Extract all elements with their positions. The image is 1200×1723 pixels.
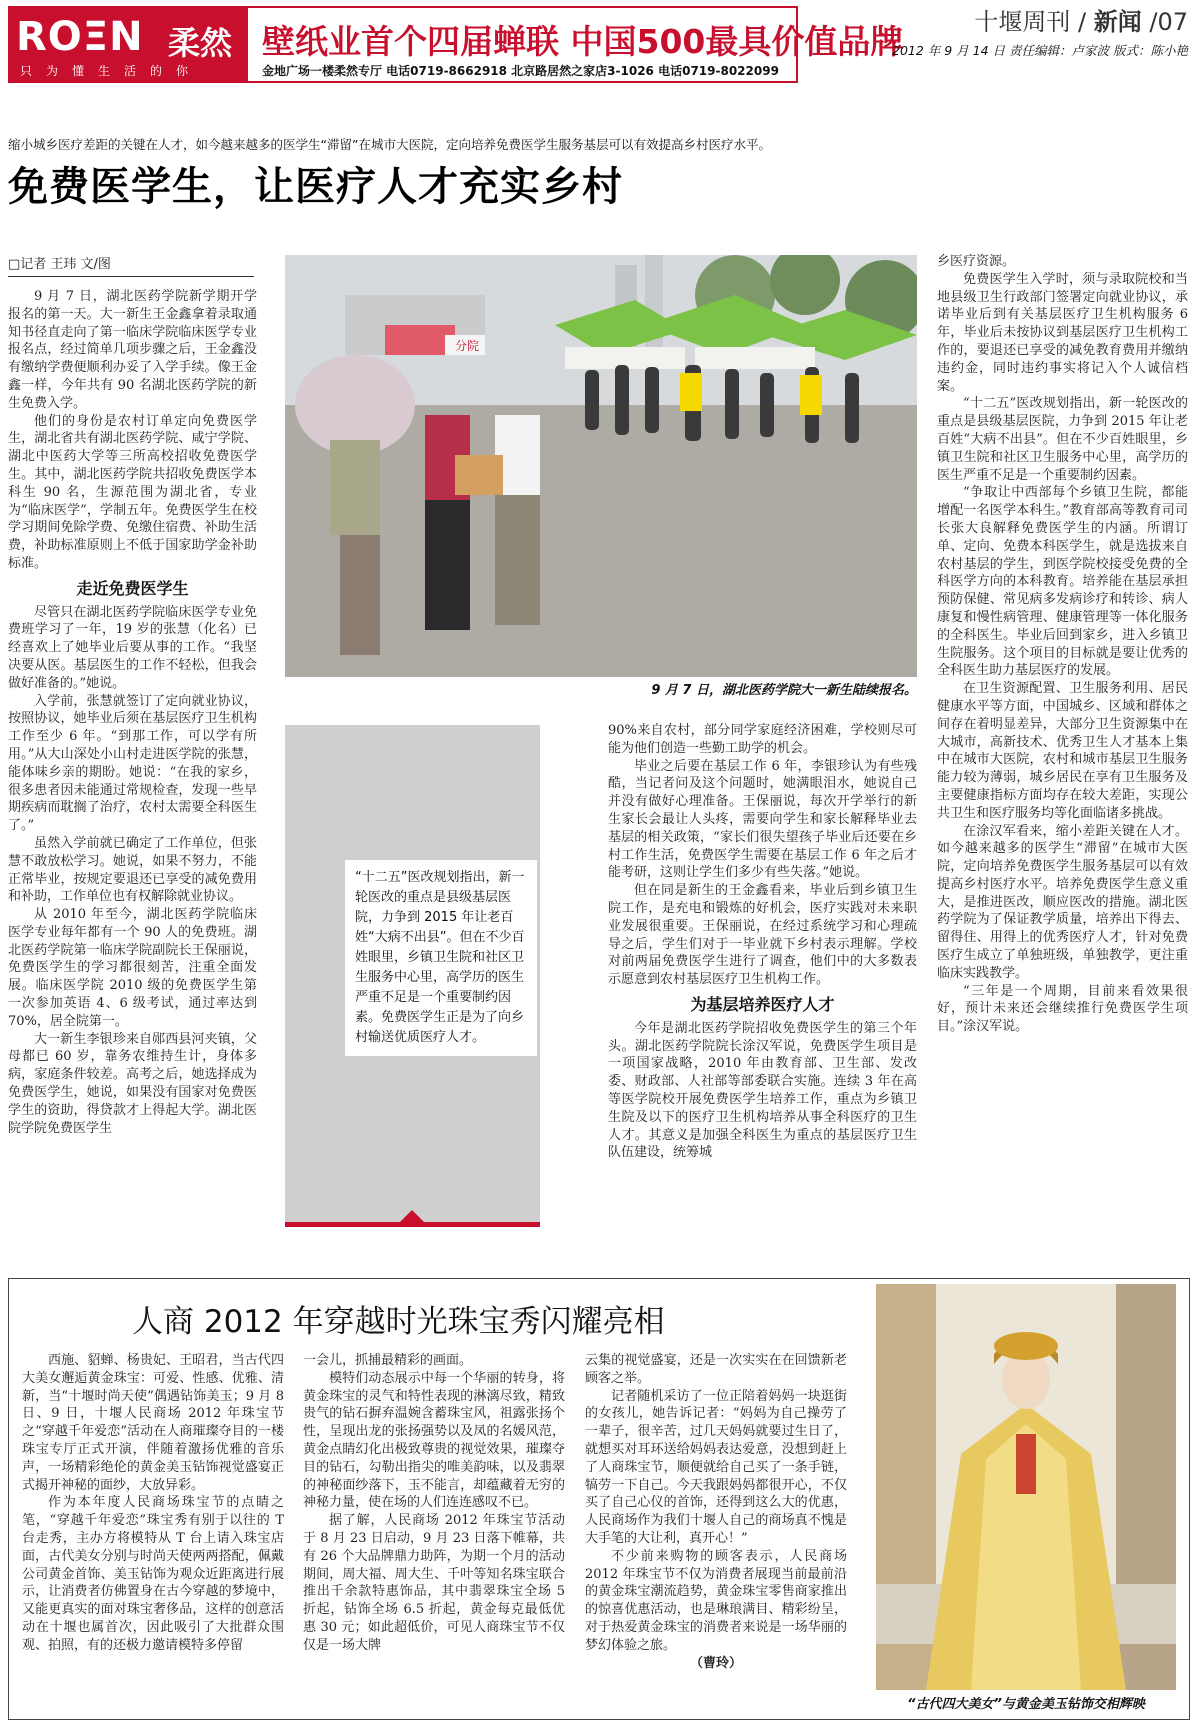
paragraph: 9 月 7 日，湖北医药学院新学期开学报名的第一天。大一新生王金鑫拿着录取通知书径直走向了第一临床学院临床医学专业报名点，经过简单几项步骤之后，王金鑫没有缴纳学费便顺利办妥了入学手续。像王金鑫一样，今年共有 90 名湖北医药学院的新生免费入学。 [8, 289, 257, 411]
article-column-1 [8, 288, 257, 1228]
author-signature: （曹玲） [689, 1655, 742, 1671]
pull-quote-text: “十二五”医改规划指出，新一轮医改的重点是县级基层医院，力争到 2015 年让老百姓“大病不出县”。但在不少百姓眼里，乡镇卫生院和社区卫生服务中心里，高学历的医生严重不足是一个重要制约因素。免费医学生正是为了向乡村输送优质医疗人才。 [345, 860, 537, 1056]
date-editor: 2012 年 9 月 14 日 责任编辑：卢家波 版式：陈小艳 [892, 43, 1188, 58]
ad-banner [8, 6, 904, 83]
section-name: 新闻 [1093, 8, 1142, 36]
paragraph: 在卫生资源配置、卫生服务利用、居民健康水平等方面，中国城乡、区域和群体之间存在着明显差异，大部分卫生资源集中在大城市，高新技术、优秀卫生人才基本上集中在城市大医院，农村和城市基层卫生服务能力较为薄弱，城乡居民在享有卫生服务及主要健康指标方面均存在较大差距，实现公共卫生和医疗服务均等化面临诸多挑战。 [937, 681, 1188, 821]
paragraph: 乡医疗资源。 [937, 254, 1016, 269]
paper-name: 十堰周刊 [974, 8, 1071, 36]
paragraph: 毕业之后要在基层工作 6 年，李银珍认为有些残酷，当记者问及这个问题时，她满眼泪水，她说自己并没有做好心理准备。王保丽说，每次开学举行的新生家长会最让人头疼，需要向学生和家长解释毕业去基层的相关政策，“家长们很失望孩子毕业后还要在乡村工作生活，免费医学生需要在基层工作 6 年之后才能考研，这则让学生们多少有些失落。”她说。 [608, 758, 917, 881]
paragraph: 尽管只在湖北医药学院临床医学专业免费班学习了一年，19 岁的张慧（化名）已经喜欢上了她毕业后要从事的工作。“我坚决要从医。基层医生的工作不轻松，但我会做好准备的。”她说。 [8, 604, 257, 691]
paragraph: 入学前，张慧就签订了定向就业协议，按照协议，她毕业后须在基层医疗卫生机构工作至少 6 年。“到那工作，可以学有所用。”从大山深处小山村走进医学院的张慧，能体味乡亲的期盼。她说：“在我的家乡，很多患者因未能通过常规检查，发现一些早期疾病而耽搁了治疗，农村太需要全科医生了。” [8, 693, 257, 834]
subheading: 为基层培养医疗人才 [690, 994, 835, 1014]
jewelry-show-illustration [876, 1284, 1176, 1690]
masthead [892, 2, 1188, 59]
paragraph: 云集的视觉盛宴，还是一次实实在在回馈新老顾客之举。 [585, 1353, 847, 1386]
article-deck: 缩小城乡医疗差距的关键在人才，如今越来越多的医学生“滞留”在城市大医院，定向培养免费医学生服务基层可以有效提高乡村医疗水平。 [8, 137, 771, 152]
registration-photo [285, 255, 917, 677]
jewelry-show-photo [876, 1284, 1176, 1690]
paragraph: 从 2010 年至今，湖北医药学院临床医学专业每年都有一个 90 人的免费班。湖北医药学院第一临床学院副院长王保丽说，免费医学生的学习都很刻苦，注重全面发展。临床医学院 2010 级的免费医学生第一次参加英语 4、6 级考试，通过率达到 70%，居全院第一。 [8, 907, 257, 1029]
paragraph: 一会儿，抓捕最精彩的画面。 [303, 1353, 473, 1368]
paragraph: “三年是一个周期，目前来看效果很好，预计未来还会继续推行免费医学生项目。”涂汉军说。 [937, 983, 1188, 1035]
registration-photo-caption: 9 月 7 日，湖北医药学院大一新生陆续报名。 [651, 683, 917, 698]
jewelry-column-2 [303, 1352, 565, 1712]
jewelry-article-title: 人商 2012 年穿越时光珠宝秀闪耀亮相 [132, 1304, 665, 1340]
paragraph: 记者随机采访了一位正陪着妈妈一块逛街的女孩儿，她告诉记者：“妈妈为自己操劳了一辈子，很辛苦，过几天妈妈就要过生日了，就想买对耳环送给妈妈表达爱意，没想到赶上了人商珠宝节，顺便就给自己买了一条手链，犒劳一下自己。今天我跟妈妈都很开心，不仅买了自己心仪的首饰，还得到这么大的优惠，人民商场作为我们十堰人自己的商场真不愧是大手笔的大让利，真开心！” [585, 1388, 847, 1546]
tent-sign: 分院 [455, 339, 480, 353]
paragraph: 今年是湖北医药学院招收免费医学生的第三个年头。湖北医药学院院长涂汉军说，免费医学生项目是一项国家战略，2010 年由教育部、卫生部、发改委、财政部、人社部等部委联合实施。连续 3 年在高等医学院校开展免费医学生培养工作，重点为乡镇卫生院及以下的医疗卫生机构培养从事全科医疗的卫生人才。其意义是加强全科医生为重点的基层医疗卫生队伍建设，统筹城 [608, 1020, 917, 1161]
jewelry-photo-caption: “古代四大美女”与黄金美玉钻饰交相辉映 [907, 1697, 1145, 1712]
paragraph: 但在同是新生的王金鑫看来，毕业后到乡镇卫生院工作，是充电和锻炼的好机会，医疗实践对未来职业发展很重要。王保丽说，在经过系统学习和心理疏导之后，学生们对于一毕业就下乡村表示理解。学校对前两届免费医学生进行了调查，他们中的大多数表示愿意到农村基层医疗卫生机构工作。 [608, 883, 917, 988]
masthead-line: 十堰周刊 / 新闻 /07 [974, 8, 1188, 36]
paragraph: 90%来自农村，部分同学家庭经济困难，学校则尽可能为他们创造一些勤工助学的机会。 [608, 723, 917, 756]
pull-quote-triangle [395, 1210, 429, 1227]
paragraph: 西施、貂蝉、杨贵妃、王昭君，当古代四大美女邂逅黄金珠宝：可爱、性感、优雅、清新，当“十堰时尚天使”偶遇钻饰美玉；9 月 8 日、9 日，十堰人民商场 2012 年珠宝节之“穿越千年爱恋”活动在人商璀璨夺目的一楼珠宝专厅正式开演，伴随着激扬优雅的音乐声，一场精彩绝伦的黄金美玉钻饰视觉盛宴正式揭开神秘的面纱，大放异彩。 [22, 1353, 284, 1493]
subheading: 走近免费医学生 [76, 578, 189, 598]
paragraph: 大一新生李银珍来自郧西县河夹镇，父母都已 60 岁，靠务农维持生计，身体多病，家庭条件较差。高考之后，她选择成为免费医学生，她说，如果没有国家对免费医学生的资助，得贷款才上得起大学。湖北医院学院免费医学生 [8, 1031, 257, 1136]
brand-latin: ROΞN [16, 14, 144, 60]
jewelry-column-3 [585, 1352, 847, 1712]
article-column-4 [937, 253, 1188, 1228]
paragraph: 据了解，人民商场 2012 年珠宝节活动于 8 月 23 日启动，9 月 23 日落下帷幕，共有 26 个大品牌鼎力助阵，为期一个月的活动期间，周大福、周大生、千叶等知名珠宝联合推出千余款特惠饰品，其中翡翠珠宝全场 5 折起，钻饰全场 6.5 折起，黄金每克最低优惠 30 元；如此超低价，可见人商珠宝节不仅仅是一场大牌 [303, 1513, 565, 1653]
paragraph: 免费医学生入学时，须与录取院校和当地县级卫生行政部门签署定向就业协议，承诺毕业后到有关基层医疗卫生机构服务 6 年，毕业后未按协议到基层医疗卫生机构工作的，要退还已享受的减免教育费用并缴纳违约金，同时违约事实将记入个人诚信档案。 [937, 271, 1188, 394]
byline: □记者 王玮 文/图 [8, 253, 254, 277]
page-number: /07 [1149, 8, 1188, 36]
paragraph: 不少前来购物的顾客表示，人民商场 2012 年珠宝节不仅为消费者展现当前最前沿的黄金珠宝潮流趋势，黄金珠宝零售商家推出的惊喜优惠活动，也是琳琅满目、精彩纷呈，对于热爱黄金珠宝的消费者来说是一场华丽的梦幻体验之旅。 [585, 1548, 847, 1653]
paragraph: 他们的身份是农村订单定向免费医学生，湖北省共有湖北医药学院、咸宁学院、湖北中医药大学等三所高校招收免费医学生。其中，湖北医药学院共招收免费医学本科生 90 名，生源范围为湖北省，专业为“临床医学”，学制五年。免费医学生在校学习期间免除学费、免缴住宿费、补助生活费，补助标准原则上不低于国家助学金补助标准。 [8, 413, 257, 571]
paragraph: “争取让中西部每个乡镇卫生院，都能增配一名医学本科生。”教育部高等教育司司长张大良解释免费医学生的内涵。所谓订单、定向、免费本科医学生，就是选拔来自农村基层的学生，到医学院校接受免费的全科医学方向的本科教育。培养能在基层承担预防保健、常见病多发病诊疗和转诊、病人康复和慢性病管理、健康管理等一体化服务的全科医生。毕业后回到家乡，进入乡镇卫生院服务。这个项目的目标就是要让优秀的全科医生助力基层医疗的发展。 [937, 485, 1188, 679]
brand-logo-box [10, 8, 248, 81]
registration-photo-illustration [285, 255, 917, 677]
jewelry-column-1 [22, 1352, 284, 1712]
brand-slogan: 只为懂生活的你 [20, 64, 203, 78]
article-title: 免费医学生，让医疗人才充实乡村 [8, 163, 623, 210]
brand-chinese: 柔然 [168, 24, 233, 62]
article-column-3 [608, 722, 917, 1228]
pull-quote-box [285, 725, 540, 1227]
paragraph: 虽然入学前就已确定了工作单位，但张慧不敢放松学习。她说，如果不努力，不能正常毕业，按规定要退还已享受的减免费用和补助，工作单位也有权解除就业协议。 [8, 835, 257, 905]
paragraph: 在涂汉军看来，缩小差距关键在人才。如今越来越多的医学生“滞留”在城市大医院，定向培养免费医学生服务基层可以有效提高乡村医疗水平。培养免费医学生意义重大，是推进医改，顺应医改的措施。湖北医药学院为了保证教学质量，培养出下得去、留得住、用得上的优秀医疗人才，针对免费医疗生成立了单独班级，单独教学，更注重临床实践教学。 [937, 823, 1188, 981]
ad-headline: 壁纸业首个四届蝉联 中国500最具价值品牌 [262, 22, 904, 61]
paragraph: 模特们动态展示中每一个华丽的转身，将黄金珠宝的灵气和特性表现的淋漓尽致，精致贵气的钻石摒弃温婉含蓄珠宝风，祖露张扬个性，呈现出龙的张扬强势以及凤的名媛风范，黄金点睛幻化出极致尊贵的视觉效果，璀璨夺目的钻石，勾勒出指尖的唯美韵味，以及翡翠的神秘面纱落下，玉不能言，却蕴藏着无穷的神秘力量，使在场的人们连连感叹不已。 [303, 1370, 565, 1511]
ad-contact: 金地广场一楼柔然专厅 电话0719-8662918 北京路居然之家店3-1026 电话0719-8022099 [262, 64, 779, 78]
paragraph: 作为本年度人民商场珠宝节的点睛之笔，“穿越千年爱恋”珠宝秀有别于以往的 T 台走秀，主办方将模特从 T 台上请入珠宝店面，古代美女分别与时尚天使两两搭配，佩戴公司黄金首饰、美玉钻饰为观众近距离进行展示，让消费者仿佛置身在古今穿越的梦境中，又能更真实的面对珠宝奢侈品，这样的创意活动在十堰也属首次，因此吸引了大批群众围观、拍照，有的还极力邀请模特多停留 [22, 1495, 284, 1653]
paragraph: “十二五”医改规划指出，新一轮医改的重点是县级基层医院，力争到 2015 年让老百姓“大病不出县”。但在不少百姓眼里，乡镇卫生院和社区卫生服务中心里，高学历的医生严重不足是一个重要制约因素。 [937, 396, 1188, 483]
